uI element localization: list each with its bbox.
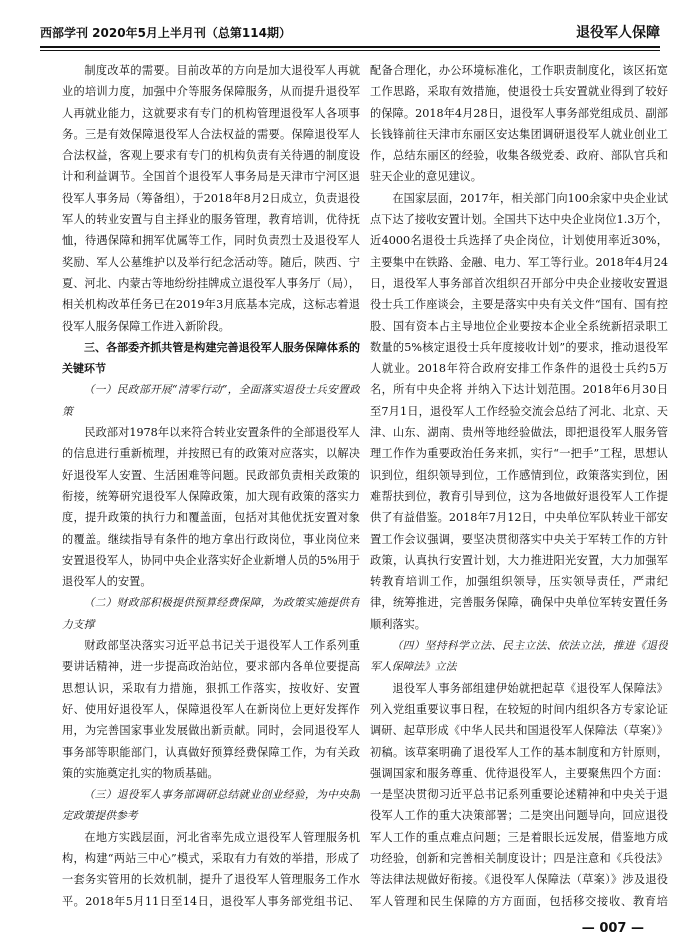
section-heading: （三）退役军人事务部调研总结就业创业经验，为中央制定政策提供参考	[62, 788, 360, 823]
page-number: — 007 —	[581, 921, 644, 936]
paragraph: 在国家层面，2017年，相关部门向100余家中央企业试点下达了接收安置计划。全国共下达中央企业岗位1.3万个，近4000名退役士兵选择了央企岗位，计划使用率近30%，主要集中在铁路、金融、电力、军工等行业。2018年4月24日，退役军人事务部首次组织召开部分中央企业接收安置退役士兵工作座谈会，主要是落实中央有关文件“国有、国有控股、国有资本占主导地位企业要按本企业全系统新招录职工数量的5%核定退役士兵年度接收计划”的要求，推动退役军人就业。2018年符合政府安排工作条件的退役士兵约5万名，所有中央企将 并纳入下达计划范围。2018年6月30日至7月1日，退役军人工作经验交流会总结了河北、北京、天津、山东、湖南、贵州等地经验做法，即把退役军人服务管理工作作为重要政治任务来抓，实行“一把手”工程，思想认识到位，组织领导到位，工作感情到位，政策落实到位，困难帮扶到位，教育引导到位，这为各地做好退役军人工作提供了有益借鉴。2018年7月12日，中央单位军队转业干部安置工作会议强调，要坚决贯彻落实中央关于军转工作的方针政策，认真执行安置计划，大力推进阳光安置，大力加强军转教育培训工作，加强组织领导，压实领导责任，严肃纪律，统筹推进，完善服务保障，确保中央单位军转安置任务顺利落实。	[370, 191, 668, 631]
paragraph: 配备合理化，办公环境标准化，工作职责制度化，该区拓宽工作思路，采取有效措施，使退役士兵安置就业得到了较好的保障。2018年4月28日，退役军人事务部党组成员、副部长钱锋前往天津市东丽区安达集团调研退役军人就业创业工作，总结东丽区的经验，收集各级党委、政府、部队官兵和驻天企业的意见建议。	[370, 64, 668, 184]
right-column	[370, 60, 668, 910]
paragraph: 退役军人事务部组建伊始就把起草《退役军人保障法》列入党组重要议事日程，在较短的时间内组织各方专家论证调研、起草形成《中华人民共和国退役军人保障法（草案）》初稿。该草案明确了退役军人工作的基本制度和方针原则，强调国家和服务尊重、优待退役军人，主要聚焦四个方面：一是坚决贯彻习近平总书记系列重要论述精神和中央关于退役军人工作的重大决策部署；二是突出问题导向，回应退役军人工作的重点难点问题；三是着眼长远发展，借鉴地方成功经验，创新和完善相关制度设计；四是注意和《兵役法》等法律法规做好衔接。《退役军人保障法（草案）》涉及退役军人管理和民生保障的方方面面，包括移交接收、教育培	[370, 681, 668, 908]
journal-brand: 西部学刊 2020年5月上半月刊（总第114期）	[40, 26, 291, 40]
section-heading: （二）财政部积极提供预算经费保障，为政策实施提供有力支撑	[62, 596, 360, 631]
paragraph: 民政部对1978年以来符合转业安置条件的全部退役军人的信息进行重新梳理，并按照已有的政策对应落实，以解决好退役军人安置、生活困难等问题。民政部负责相关政策的衔接，统筹研究退役军人保障政策，加大现有政策的落实力度，提升政策的执行力和覆盖面，包括对其他优抚安置对象的覆盖。继续指导有条件的地方拿出行政岗位，事业岗位来安置退役军人，协同中央企业落实好企业新增人员的5%用于退役军人的安置。	[62, 426, 360, 589]
section-heading: （四）坚持科学立法、民主立法、依法立法，推进《退役军人保障法》立法	[370, 639, 668, 674]
page-header	[40, 18, 660, 48]
left-column	[62, 60, 360, 910]
header-rule	[40, 46, 660, 48]
section-heading: （一）民政部开展“清零行动”，全面落实退役士兵安置政策	[62, 383, 360, 418]
paragraph: 制度改革的需要。目前改革的方向是加大退役军人再就业的培训力度，加强中介等服务保障服务，从而提升退役军人再就业能力，这就要求有专门的机构管理退役军人各项事务。三是有效保障退役军人合法权益的需要。保障退役军人合法权益，客观上要求有专门的机构负责有关待遇的制度设计和利益调节。全国首个退役军人事务局是天津市宁河区退役军人事务局（筹备组），于2018年8月2日成立，负责退役军人的转业安置与自主择业的服务管理，教育培训，优待抚恤，待遇保障和拥军优属等工作，同时负责烈士及退役军人奖励、军人公墓维护以及举行纪念活动等。随后，陕西、宁夏、河北、内蒙古等地纷纷挂牌成立退役军人事务厅（局），相关机构改革任务已在2019年3月底基本完成，这标志着退役军人服务保障工作进入新阶段。	[62, 64, 360, 333]
section-title: 退役军人保障	[576, 25, 660, 41]
paragraph: 财政部坚决落实习近平总书记关于退役军人工作系列重要讲话精神，进一步提高政治站位，要求部内各单位要提高思想认识，采取有力措施，狠抓工作落实，按收好、安置好、使用好退役军人，保障退役军人在新岗位上更好发挥作用，为完善国家事业发展做出新贡献。同时，会同退役军人事务部等职能部门，认真做好预算经费保障工作，为有关政策的实施奠定扎实的物质基础。	[62, 639, 360, 780]
paragraph: 在地方实践层面，河北省率先成立退役军人管理服务机构，构建“两站三中心”模式，采取有力有效的举措，形成了一套务实管用的长效机制，提升了退役军人管理服务工作水平。2018年5月11日至14日，退役军人事务部党组书记、	[62, 830, 360, 908]
header-rule-thin	[40, 50, 660, 51]
section-heading: 三、各部委齐抓共管是构建完善退役军人服务保障体系的关键环节	[62, 340, 360, 376]
